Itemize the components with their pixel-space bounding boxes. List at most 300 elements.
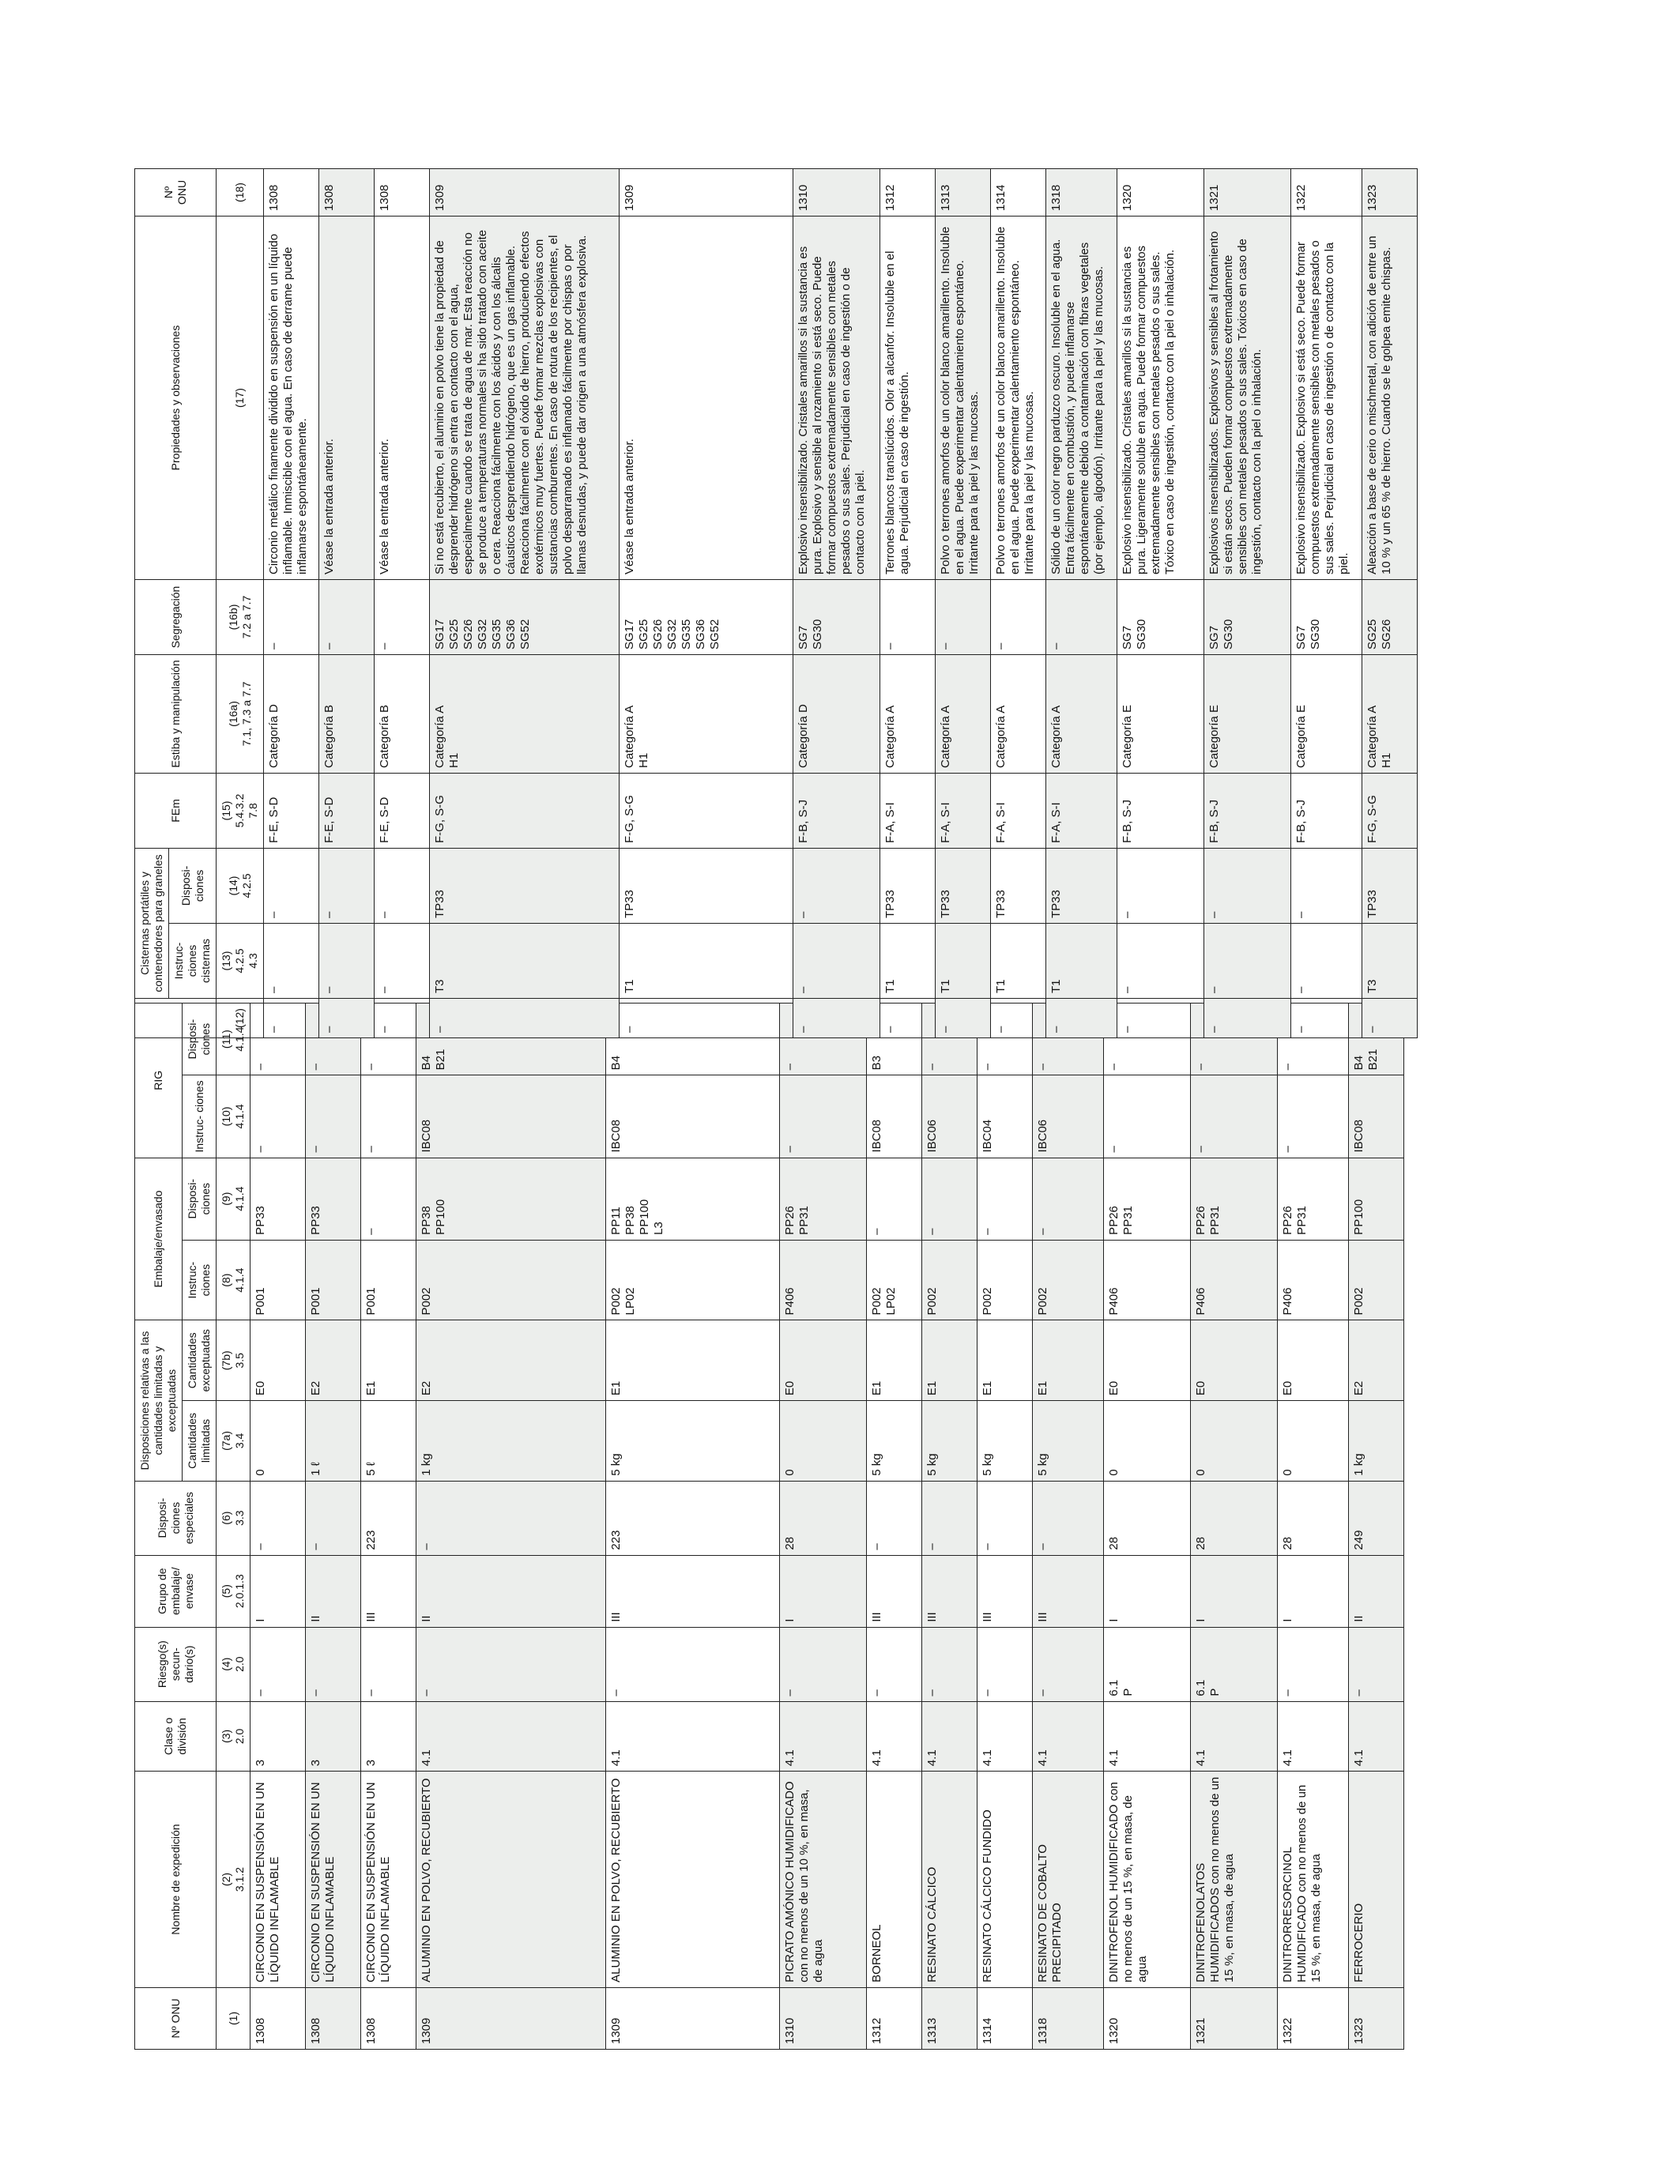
cell-pg: III [361,1555,416,1627]
cell-stow: Categoría D [793,654,880,773]
cell-cls: 4.1 [922,1701,977,1772]
cell-seg: – [880,579,936,654]
cell-sp: 249 [1349,1481,1404,1555]
cell-un: 1320 [1117,168,1204,216]
table-row [375,168,430,1037]
cell-un: 1308 [264,168,319,216]
cell-ip: – [1191,1004,1278,1075]
cell-pi: P002 LP02 [606,1240,780,1320]
header-tank_prov: Disposi- ciones [169,848,217,923]
cell-ems: F-G, S-G [1362,773,1418,848]
cell-un: 1309 [430,168,620,216]
cell-ems: F-G, S-G [430,773,620,848]
cell-ti: T1 [620,924,793,999]
table-row [977,1004,1033,2050]
cell-cls: 4.1 [1033,1701,1104,1772]
column-code: (5) 2.0.1.3 [217,1555,250,1627]
cell-eq: E2 [1349,1320,1404,1401]
cell-props: Véase la entrada anterior. [620,216,793,579]
cell-sp: – [1033,1481,1104,1555]
cell-tp: – [264,848,319,923]
cell-c12: – [991,999,1046,1038]
cell-ip: – [361,1004,416,1075]
cell-pp: PP26 PP31 [780,1158,867,1240]
header-limited-group: Disposiciones relativas a las cantidades limitadas y exceptuadas [135,1320,183,1481]
cell-ii: IBC08 [606,1075,780,1158]
header-ems: FEm [135,773,217,848]
cell-ems: F-A, S-I [880,773,936,848]
cell-eq: E0 [250,1320,306,1401]
table-row [1117,168,1204,1037]
cell-sub: – [922,1627,977,1701]
cell-cls: 3 [250,1701,306,1772]
cell-un: 1323 [1362,168,1418,216]
header-pack-instr: Instruc- ciones [183,1240,217,1320]
cell-ii: – [250,1075,306,1158]
column-code: (11) 4.1.4 [217,1004,250,1075]
cell-ti: T1 [991,924,1046,999]
cell-un: 1309 [416,1987,606,2049]
cell-tp: – [319,848,375,923]
cell-lq: 0 [1278,1401,1349,1482]
cell-tp: – [1117,848,1204,923]
cell-props: Explosivo insensibilizado. Cristales amarillos si la sustancia es pura. Ligeramente soluble en agua. Puede formar compuestos extremadamente sensibles con metales pesados o sus sales. Tóxico en caso de ingestión, contacto con la piel o inhalación. [1117,216,1204,579]
cell-seg: – [936,579,991,654]
cell-lq: 0 [250,1401,306,1482]
cell-stow: Categoría A H1 [620,654,793,773]
column-code: (15) 5.4.3.2 7.8 [217,773,264,848]
cell-pp: PP38 PP100 [416,1158,606,1240]
table-row [306,1004,361,2050]
header-limited: Cantidades limitadas [183,1401,217,1482]
cell-pg: I [1278,1555,1349,1627]
cell-name: RESINATO DE COBALTO PRECIPITADO [1033,1772,1104,1988]
dangerous-goods-list-left [134,1003,1404,2050]
cell-un: 1322 [1278,1987,1349,2049]
table-row [936,168,991,1037]
cell-lq: 1 ℓ [306,1401,361,1482]
cell-un: 1312 [867,1987,922,2049]
cell-ii: – [1191,1075,1278,1158]
cell-c12: – [1046,999,1117,1038]
cell-cls: 4.1 [1104,1701,1191,1772]
cell-un: 1321 [1191,1987,1278,2049]
cell-un: 1314 [977,1987,1033,2049]
cell-stow: Categoría B [319,654,375,773]
cell-c12: – [319,999,375,1038]
cell-ti: – [375,924,430,999]
cell-lq: 5 kg [867,1401,922,1482]
dangerous-goods-list-right [134,168,1418,1038]
cell-ti: – [1204,924,1291,999]
cell-eq: E0 [1191,1320,1278,1401]
cell-c12: – [430,999,620,1038]
cell-name: CIRCONIO EN SUSPENSIÓN EN UN LÍQUIDO INFLAMABLE [306,1772,361,1988]
cell-pp: PP26 PP31 [1191,1158,1278,1240]
header-props: Propiedades y observaciones [135,216,217,579]
cell-ip: B4 B21 [1349,1004,1404,1075]
cell-cls: 4.1 [780,1701,867,1772]
cell-tp: – [793,848,880,923]
cell-sub: – [306,1627,361,1701]
cell-c12: – [936,999,991,1038]
cell-seg: – [1046,579,1117,654]
cell-lq: 0 [1191,1401,1278,1482]
cell-tp: – [375,848,430,923]
cell-stow: Categoría E [1117,654,1204,773]
cell-ip: B4 B21 [416,1004,606,1075]
column-code: (16a) 7.1, 7.3 a 7.7 [217,654,264,773]
cell-eq: E0 [1104,1320,1191,1401]
cell-cls: 3 [361,1701,416,1772]
header-excepted: Cantidades exceptuadas [183,1320,217,1401]
header-stow: Estiba y manipulación [135,654,217,773]
cell-props: Si no está recubierto, el aluminio en polvo tiene la propiedad de desprender hidrógeno si entra en contacto con el agua, especialmente cuando se trata de agua de mar. Esta reacción no se produce a temperaturas normales si ha sido tratado con aceite o cera. Reacciona fácilmente con los ácidos y con los álcalis cáusticos desprendiendo hidrógeno, que es un gas inflamable. Reacciona fácilmente con el óxido de hierro, produciendo efectos exotérmicos muy fuertes. Puede formar mezclas explosivas con sustancias comburentes. En caso de rotura de los recipientes, el polvo desparramado es inflamado fácilmente por chispas o por llamas desnudas, y puede dar origen a una atmósfera explosiva. [430,216,620,579]
cell-props: Explosivo insensibilizado. Explosivo si está seco. Puede formar compuestos extremadamente sensibles con metales pesados o sus sales. Perjudicial en caso de ingestión o de contacto con la piel. [1291,216,1362,579]
table-row [430,168,620,1037]
cell-ti: T1 [1046,924,1117,999]
cell-sub: – [1349,1627,1404,1701]
cell-c12: – [620,999,793,1038]
cell-seg: SG7 SG30 [1117,579,1204,654]
header-ibc-prov: Disposi- ciones [183,1004,217,1075]
cell-tp: TP33 [1046,848,1117,923]
cell-ti: T1 [880,924,936,999]
cell-tp: TP33 [936,848,991,923]
table-row [1278,1004,1349,2050]
cell-props: Aleacción a base de cerio o mischmetal, con adición de entre un 10 % y un 65 % de hierro. Cuando se le golpea emite chispas. [1362,216,1418,579]
table-row [1046,168,1117,1037]
column-code: (3) 2.0 [217,1701,250,1772]
cell-stow: Categoría D [264,654,319,773]
cell-cls: 4.1 [867,1701,922,1772]
cell-pi: P002 [977,1240,1033,1320]
column-code: (9) 4.1.4 [217,1158,250,1240]
cell-seg: – [991,579,1046,654]
cell-ems: F-E, S-D [375,773,430,848]
cell-ems: F-B, S-J [793,773,880,848]
cell-pg: III [977,1555,1033,1627]
cell-pg: I [250,1555,306,1627]
cell-c12: – [1362,999,1418,1038]
cell-eq: E0 [1278,1320,1349,1401]
cell-sp: 28 [1278,1481,1349,1555]
header-subsidiary: Riesgo(s) secun- dario(s) [135,1627,217,1701]
cell-stow: Categoría E [1204,654,1291,773]
cell-c12: – [793,999,880,1038]
cell-eq: E2 [306,1320,361,1401]
column-code: (10) 4.1.4 [217,1075,250,1158]
cell-cls: 4.1 [1191,1701,1278,1772]
cell-un: 1322 [1291,168,1362,216]
cell-eq: E2 [416,1320,606,1401]
column-code: (16b) 7.2 a 7.7 [217,579,264,654]
column-code: (17) [217,216,264,579]
table-row [250,1004,306,2050]
cell-pp: PP33 [306,1158,361,1240]
cell-props: Circonio metálico finamente dividido en suspensión en un líquido inflamable. Inmiscible con el agua. En caso de derrame puede inflamarse espontáneamente. [264,216,319,579]
cell-ii: IBC06 [922,1075,977,1158]
table-row [319,168,375,1037]
cell-ip: – [306,1004,361,1075]
cell-un: 1308 [375,168,430,216]
header-name: Nombre de expedición [135,1772,217,1988]
cell-pi: P002 [1033,1240,1104,1320]
table-row [1204,168,1291,1037]
column-code: (8) 4.1.4 [217,1240,250,1320]
cell-name: RESINATO CÁLCICO FUNDIDO [977,1772,1033,1988]
cell-pi: P406 [1191,1240,1278,1320]
cell-pp: – [867,1158,922,1240]
cell-sp: 223 [606,1481,780,1555]
cell-stow: Categoría A [880,654,936,773]
header-blank [135,999,217,1038]
cell-lq: 5 ℓ [361,1401,416,1482]
cell-pg: II [306,1555,361,1627]
cell-cls: 4.1 [606,1701,780,1772]
cell-ip: – [1104,1004,1191,1075]
cell-stow: Categoría A [991,654,1046,773]
cell-sp: 223 [361,1481,416,1555]
cell-pp: PP100 [1349,1158,1404,1240]
cell-ii: – [1104,1075,1191,1158]
cell-props: Polvo o terrones amorfos de un color blanco amarillento. Insoluble en el agua. Puede experimentar calentamiento espontáneo. Irritante para la piel y las mucosas. [936,216,991,579]
column-code: (2) 3.1.2 [217,1772,250,1988]
cell-un: 1314 [991,168,1046,216]
table-row [793,168,880,1037]
cell-sub: – [1278,1627,1349,1701]
column-code: (18) [217,168,264,216]
cell-ii: IBC08 [867,1075,922,1158]
cell-eq: E1 [1033,1320,1104,1401]
cell-props: Sólido de un color negro parduzco oscuro. Insoluble en el agua. Entra fácilmente en combustión, y puede inflamarse espontáneamente debido a contaminación con fibras vegetales (por ejemplo, algodón). Irritante para la piel y las mucosas. [1046,216,1117,579]
cell-eq: E1 [867,1320,922,1401]
cell-name: BORNEOL [867,1772,922,1988]
cell-eq: E1 [606,1320,780,1401]
cell-stow: Categoría A [936,654,991,773]
header-ibc-instr: Instruc- ciones [183,1075,217,1158]
cell-c12: – [880,999,936,1038]
cell-ii: IBC08 [416,1075,606,1158]
cell-pg: III [922,1555,977,1627]
cell-ip: B3 [867,1004,922,1075]
cell-ems: F-E, S-D [319,773,375,848]
cell-pi: P001 [250,1240,306,1320]
cell-pp: PP26 PP31 [1104,1158,1191,1240]
table-row [606,1004,780,2050]
cell-ip: – [780,1004,867,1075]
cell-lq: 5 kg [977,1401,1033,1482]
cell-pp: – [977,1158,1033,1240]
cell-pg: I [1191,1555,1278,1627]
cell-ems: F-B, S-J [1117,773,1204,848]
cell-eq: E1 [977,1320,1033,1401]
cell-sp: – [922,1481,977,1555]
cell-name: PICRATO AMÓNICO HUMIDIFICADO con no menos de un 10 %, en masa, de agua [780,1772,867,1988]
table-row [780,1004,867,2050]
cell-ti: – [1291,924,1362,999]
header-special-provisions: Disposi- ciones especiales [135,1481,217,1555]
cell-stow: Categoría A [1046,654,1117,773]
cell-ii: – [780,1075,867,1158]
cell-pp: – [922,1158,977,1240]
cell-ii: IBC08 [1349,1075,1404,1158]
cell-sp: 28 [1104,1481,1191,1555]
column-code: (7a) 3.4 [217,1401,250,1482]
cell-tp: TP33 [991,848,1046,923]
cell-un: 1312 [880,168,936,216]
cell-ti: – [264,924,319,999]
cell-props: Véase la entrada anterior. [375,216,430,579]
cell-ii: IBC06 [1033,1075,1104,1158]
header-tank_instr: Instruc- ciones cisternas [169,924,217,999]
cell-un: 1321 [1204,168,1291,216]
cell-tp: TP33 [430,848,620,923]
cell-un: 1313 [936,168,991,216]
cell-ip: – [250,1004,306,1075]
cell-sp: – [977,1481,1033,1555]
cell-ti: – [793,924,880,999]
header-packing: Embalaje/envasado [135,1158,183,1320]
cell-stow: Categoría B [375,654,430,773]
cell-un: 1309 [620,168,793,216]
column-code: (6) 3.3 [217,1481,250,1555]
cell-pp: PP11 PP38 PP100 L3 [606,1158,780,1240]
cell-ip: B4 [606,1004,780,1075]
cell-pi: P002 LP02 [867,1240,922,1320]
cell-eq: E1 [922,1320,977,1401]
cell-seg: – [375,579,430,654]
table-row [1362,168,1418,1037]
cell-props: Polvo o terrones amorfos de un color blanco amarillento. Insoluble en el agua. Puede experimentar calentamiento espontáneo. Irritante para la piel y las mucosas. [991,216,1046,579]
cell-seg: SG7 SG30 [1291,579,1362,654]
cell-pi: P001 [361,1240,416,1320]
cell-name: ALUMINIO EN POLVO, RECUBIERTO [416,1772,606,1988]
cell-sub: – [1033,1627,1104,1701]
cell-stow: Categoría A H1 [1362,654,1418,773]
cell-tp: – [1291,848,1362,923]
cell-sub: – [361,1627,416,1701]
cell-ip: – [1278,1004,1349,1075]
cell-props: Explosivo insensibilizado. Cristales amarillos si la sustancia es pura. Explosivo y sensible al rozamiento si está seco. Puede formar compuestos extremadamente sensibles con metales pesados o sus sales. Perjudicial en caso de ingestión o de contacto con la piel. [793,216,880,579]
table-row [922,1004,977,2050]
cell-pi: P002 [922,1240,977,1320]
cell-sp: – [306,1481,361,1555]
cell-name: DINITROFENOL HUMIDIFICADO con no menos de un 15 %, en masa, de agua [1104,1772,1191,1988]
cell-cls: 4.1 [1349,1701,1404,1772]
cell-sub: 6.1 P [1191,1627,1278,1701]
cell-sp: – [250,1481,306,1555]
cell-un: 1310 [793,168,880,216]
cell-sp: – [867,1481,922,1555]
cell-pp: PP33 [250,1158,306,1240]
cell-ti: – [1117,924,1204,999]
cell-ems: F-A, S-I [991,773,1046,848]
cell-ems: F-A, S-I [936,773,991,848]
cell-sub: – [780,1627,867,1701]
cell-ti: T1 [936,924,991,999]
cell-ems: F-A, S-I [1046,773,1117,848]
table-row [1104,1004,1191,2050]
cell-c12: – [375,999,430,1038]
cell-ip: – [922,1004,977,1075]
cell-tp: – [1204,848,1291,923]
cell-seg: SG7 SG30 [1204,579,1291,654]
cell-name: CIRCONIO EN SUSPENSIÓN EN UN LÍQUIDO INFLAMABLE [250,1772,306,1988]
cell-ip: – [1033,1004,1104,1075]
cell-ti: T3 [430,924,620,999]
cell-seg: SG25 SG26 [1362,579,1418,654]
table-row [1349,1004,1404,2050]
cell-lq: 1 kg [416,1401,606,1482]
cell-ems: F-B, S-J [1291,773,1362,848]
cell-pi: P001 [306,1240,361,1320]
header-un: Nº ONU [135,168,217,216]
cell-pg: I [780,1555,867,1627]
cell-cls: 4.1 [1278,1701,1349,1772]
cell-eq: E0 [780,1320,867,1401]
header-pack-prov: Disposi- ciones [183,1158,217,1240]
cell-un: 1309 [606,1987,780,2049]
column-code: (1) [217,1987,250,2049]
cell-tp: TP33 [1362,848,1418,923]
cell-sub: – [867,1627,922,1701]
header-ibc: RIG [135,1004,183,1158]
cell-pg: III [1033,1555,1104,1627]
cell-cls: 4.1 [977,1701,1033,1772]
cell-sp: – [416,1481,606,1555]
cell-pg: III [867,1555,922,1627]
cell-pp: – [361,1158,416,1240]
cell-cls: 4.1 [416,1701,606,1772]
header-class: Clase o división [135,1701,217,1772]
cell-pi: P002 [416,1240,606,1320]
cell-un: 1308 [306,1987,361,2049]
cell-stow: Categoría A H1 [430,654,620,773]
cell-pg: III [606,1555,780,1627]
cell-seg: SG17 SG25 SG26 SG32 SG35 SG36 SG52 [430,579,620,654]
cell-c12: – [1291,999,1362,1038]
cell-seg: – [264,579,319,654]
cell-un: 1310 [780,1987,867,2049]
header-un: Nº ONU [135,1987,217,2049]
cell-c12: – [1117,999,1204,1038]
cell-un: 1308 [361,1987,416,2049]
table-row [416,1004,606,2050]
cell-sub: – [977,1627,1033,1701]
column-code: (13) 4.2.5 4.3 [217,924,264,999]
cell-sub: 6.1 P [1104,1627,1191,1701]
cell-pi: P406 [1104,1240,1191,1320]
cell-un: 1308 [250,1987,306,2049]
table-row [867,1004,922,2050]
cell-name: RESINATO CÁLCICO [922,1772,977,1988]
table-row [991,168,1046,1037]
cell-name: DINITRORRESORCINOL HUMIDIFICADO con no menos de un 15 %, en masa, de agua [1278,1772,1349,1988]
header-seg: Segregación [135,579,217,654]
cell-pi: P406 [780,1240,867,1320]
cell-sp: 28 [780,1481,867,1555]
table-row [620,168,793,1037]
cell-un: 1313 [922,1987,977,2049]
cell-seg: SG17 SG25 SG26 SG32 SG35 SG36 SG52 [620,579,793,654]
cell-un: 1308 [319,168,375,216]
cell-ii: IBC04 [977,1075,1033,1158]
cell-ti: – [319,924,375,999]
cell-un: 1320 [1104,1987,1191,2049]
cell-lq: 0 [780,1401,867,1482]
cell-props: Terrones blancos translúcidos. Olor a alcanfor. Insoluble en el agua. Perjudicial en caso de ingestión. [880,216,936,579]
